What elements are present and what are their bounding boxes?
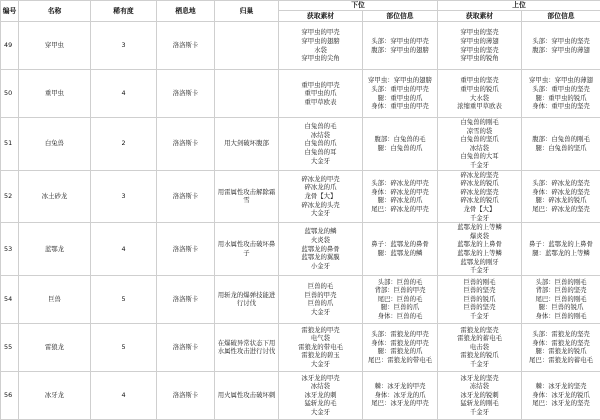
cell-name: 雷狼龙 xyxy=(19,323,91,371)
cell-high-materials xyxy=(438,22,522,70)
cell-no: 56 xyxy=(1,371,19,419)
cell-high-materials xyxy=(438,275,522,323)
cell-low-materials xyxy=(279,371,363,419)
cell-line: 重甲虫的爪 xyxy=(279,89,362,98)
cell-returns xyxy=(215,22,279,70)
cell-line: 头部：碎冰龙的甲壳 xyxy=(363,179,437,188)
header-habitat: 栖息地 xyxy=(157,1,215,22)
cell-line: 尾巴：巨兽的刚毛 xyxy=(522,295,600,304)
cell-line: 腿：蓝鄂龙的鳞 xyxy=(363,249,437,258)
header-no: 编号 xyxy=(1,1,19,22)
cell-line: 背部：巨兽的甲壳 xyxy=(363,286,437,295)
cell-line: 冰牙龙的锐刺 xyxy=(438,391,521,400)
cell-line: 身体：重甲虫的坚壳 xyxy=(522,102,600,111)
cell-line: 千金牙 xyxy=(438,360,521,369)
cell-line: 穿甲虫：穿甲虫的翅膀 xyxy=(363,76,437,85)
cell-line: 白兔兽的坚爪 xyxy=(438,135,521,144)
cell-line: 雷狼龙的坚壳 xyxy=(438,326,521,335)
cell-line: 腿：碎冰龙的锐爪 xyxy=(522,196,600,205)
table-row xyxy=(1,70,600,118)
cell-returns: 用雷属性攻击解除霜雪 xyxy=(215,170,279,223)
cell-line: 猛斩龙的毛 xyxy=(279,399,362,408)
cell-line: 冻结袋 xyxy=(438,382,521,391)
cell-line: 腹部：穿甲虫的翅膀 xyxy=(363,46,437,55)
cell-line: 电击袋 xyxy=(438,343,521,352)
cell-line: 千金牙 xyxy=(438,408,521,417)
cell-line: 尾巴：冰牙龙的甲壳 xyxy=(363,399,437,408)
cell-line: 身体：巨兽的刚毛 xyxy=(522,312,600,321)
cell-line: 腹部：白兔兽的毛 xyxy=(363,135,437,144)
cell-line: 身体：碎冰龙的甲壳 xyxy=(363,188,437,197)
cell-line: 碎冰龙的坚壳 xyxy=(438,188,521,197)
cell-line: 腿：蓝鄂龙的上等鳞 xyxy=(522,249,600,258)
cell-rarity: 4 xyxy=(91,371,157,419)
cell-line: 巨兽的坚壳 xyxy=(438,286,521,295)
cell-line: 身体：冰牙龙的锐爪 xyxy=(522,391,600,400)
cell-low-parts xyxy=(363,170,438,223)
cell-line: 巨兽的刚毛 xyxy=(438,278,521,287)
cell-line: 腿：巨兽的爪 xyxy=(363,303,437,312)
cell-line: 巨兽的毛 xyxy=(279,282,362,291)
cell-rarity: 3 xyxy=(91,170,157,223)
cell-returns: 在爆破异常状态下用水属性攻击进行讨伐 xyxy=(215,323,279,371)
cell-high-materials xyxy=(438,371,522,419)
cell-line: 电气袋 xyxy=(279,334,362,343)
cell-line: 冰结袋 xyxy=(279,382,362,391)
cell-name: 巨兽 xyxy=(19,275,91,323)
header-high-parts: 部位信息 xyxy=(522,11,600,22)
cell-low-parts xyxy=(363,223,438,276)
cell-returns: 用火属性攻击破坏刺 xyxy=(215,371,279,419)
cell-line: 穿甲虫的薄翅 xyxy=(438,37,521,46)
cell-line: 小金牙 xyxy=(279,262,362,271)
cell-line: 头部：重甲虫的坚壳 xyxy=(522,85,600,94)
cell-habitat: 洛洛斯卡 xyxy=(157,170,215,223)
cell-line: 腿：重甲虫的锐爪 xyxy=(522,94,600,103)
cell-high-materials xyxy=(438,323,522,371)
cell-line: 千金牙 xyxy=(438,214,521,223)
cell-line: 头部：重甲虫的甲壳 xyxy=(363,85,437,94)
cell-line: 冰结袋 xyxy=(438,144,521,153)
cell-line: 千金牙 xyxy=(438,161,521,170)
cell-line: 棘：冰牙龙的甲壳 xyxy=(363,382,437,391)
cell-line: 身体：巨兽的毛 xyxy=(363,312,437,321)
cell-line: 蓝鄂龙的上等鳞 xyxy=(438,223,521,232)
cell-line: 大金牙 xyxy=(279,360,362,369)
cell-line: 尾巴：雷狼龙的蓄电毛 xyxy=(522,356,600,365)
cell-line: 尾巴：巨兽的毛 xyxy=(363,295,437,304)
cell-line: 大金牙 xyxy=(279,209,362,218)
cell-line: 穿甲虫的锐角 xyxy=(438,54,521,63)
header-low-rank: 下位 xyxy=(279,1,438,11)
cell-line: 腿：白兔兽的坚爪 xyxy=(522,144,600,153)
cell-high-parts xyxy=(522,275,600,323)
cell-habitat: 洛洛斯卡 xyxy=(157,275,215,323)
header-rarity: 稀有度 xyxy=(91,1,157,22)
cell-line: 千金牙 xyxy=(438,266,521,275)
cell-line: 冰牙龙的刺 xyxy=(279,391,362,400)
cell-no: 49 xyxy=(1,22,19,70)
table-row xyxy=(1,118,600,171)
cell-line: 碎冰龙的锐爪 xyxy=(438,179,521,188)
cell-low-materials xyxy=(279,70,363,118)
cell-line: 身体：雷狼龙的甲壳 xyxy=(363,339,437,348)
cell-line: 背部：巨兽的坚壳 xyxy=(522,286,600,295)
header-low-materials: 获取素材 xyxy=(279,11,363,22)
cell-line: 蓝鄂龙的鼻骨 xyxy=(279,245,362,254)
cell-line: 白兔兽的毛 xyxy=(279,122,362,131)
cell-line: 猛斩龙的刚毛 xyxy=(438,399,521,408)
cell-line: 千金牙 xyxy=(438,312,521,321)
cell-line: 腹部：穿甲虫的薄翅 xyxy=(522,46,600,55)
cell-line: 穿甲虫的坚壳 xyxy=(438,46,521,55)
cell-no: 50 xyxy=(1,70,19,118)
cell-rarity: 4 xyxy=(91,223,157,276)
cell-line: 尾巴：碎冰龙的甲壳 xyxy=(363,205,437,214)
cell-low-materials xyxy=(279,118,363,171)
cell-high-materials xyxy=(438,118,522,171)
cell-line: 身体：冰牙龙的爪 xyxy=(363,391,437,400)
cell-line: 雷狼龙的蓄电毛 xyxy=(438,334,521,343)
cell-line: 巨兽的爪 xyxy=(279,299,362,308)
cell-high-parts xyxy=(522,170,600,223)
cell-line: 火炎袋 xyxy=(279,236,362,245)
cell-line: 重甲虫的锐爪 xyxy=(438,85,521,94)
cell-habitat: 洛洛斯卡 xyxy=(157,70,215,118)
cell-low-materials xyxy=(279,22,363,70)
cell-line: 蓝鄂龙的翼膜 xyxy=(279,253,362,262)
cell-line: 碎冰龙的爪 xyxy=(279,183,362,192)
cell-line: 大金牙 xyxy=(279,408,362,417)
cell-line: 重甲虫的甲壳 xyxy=(279,81,362,90)
cell-no: 52 xyxy=(1,170,19,223)
cell-high-parts xyxy=(522,70,600,118)
cell-high-materials xyxy=(438,70,522,118)
cell-line: 穿甲虫：穿甲虫的薄翅 xyxy=(522,76,600,85)
cell-line: 冰牙龙的坚壳 xyxy=(438,374,521,383)
cell-high-parts xyxy=(522,223,600,276)
cell-low-parts xyxy=(363,371,438,419)
cell-line: 头部：碎冰龙的坚壳 xyxy=(522,179,600,188)
cell-line: 大金牙 xyxy=(279,308,362,317)
cell-name: 穿甲虫 xyxy=(19,22,91,70)
header-high-rank: 上位 xyxy=(438,1,600,11)
cell-name: 冰土砂龙 xyxy=(19,170,91,223)
cell-line: 头部：巨兽的刚毛 xyxy=(522,278,600,287)
cell-line: 腿：巨兽的锐爪 xyxy=(522,303,600,312)
cell-high-parts xyxy=(522,22,600,70)
cell-line: 冰牙龙的甲壳 xyxy=(279,374,362,383)
cell-habitat: 洛洛斯卡 xyxy=(157,22,215,70)
cell-line: 头部：穿甲虫的甲壳 xyxy=(363,37,437,46)
cell-rarity: 5 xyxy=(91,323,157,371)
cell-no: 54 xyxy=(1,275,19,323)
cell-returns xyxy=(215,70,279,118)
cell-line: 头部：巨兽的毛 xyxy=(363,278,437,287)
cell-low-materials xyxy=(279,275,363,323)
cell-line: 蓝鄂龙的刚牙 xyxy=(438,258,521,267)
cell-line: 腿：白兔兽的爪 xyxy=(363,144,437,153)
cell-rarity: 5 xyxy=(91,275,157,323)
cell-habitat: 洛洛斯卡 xyxy=(157,323,215,371)
cell-returns: 用大剑破坏腹部 xyxy=(215,118,279,171)
cell-low-parts xyxy=(363,70,438,118)
cell-line: 头部：雷狼龙的甲壳 xyxy=(363,330,437,339)
table-row xyxy=(1,275,600,323)
cell-line: 浓缩重甲草欧表 xyxy=(438,102,521,111)
cell-line: 雷狼龙的带电毛 xyxy=(279,343,362,352)
cell-habitat: 洛洛斯卡 xyxy=(157,371,215,419)
cell-name: 蓝鄂龙 xyxy=(19,223,91,276)
cell-line: 凉雪的袋 xyxy=(438,127,521,136)
cell-line: 龙骨【大】 xyxy=(438,205,521,214)
cell-low-materials xyxy=(279,170,363,223)
cell-line: 鼻子：蓝鄂龙的鼻骨 xyxy=(363,240,437,249)
cell-low-parts xyxy=(363,323,438,371)
cell-line: 腿：雷狼龙的爪 xyxy=(363,347,437,356)
cell-line: 身体：雷狼龙的坚壳 xyxy=(522,339,600,348)
table-row xyxy=(1,223,600,276)
cell-no: 53 xyxy=(1,223,19,276)
cell-line: 蓝鄂龙的鳞 xyxy=(279,227,362,236)
cell-line: 雷狼龙的碧玉 xyxy=(279,351,362,360)
cell-line: 巨兽的锐爪 xyxy=(438,295,521,304)
cell-line: 冰结袋 xyxy=(279,131,362,140)
cell-line: 大水袋 xyxy=(438,94,521,103)
cell-high-parts xyxy=(522,323,600,371)
cell-line: 蓝鄂龙的上鼻骨 xyxy=(438,240,521,249)
cell-line: 腿：碎冰龙的爪 xyxy=(363,196,437,205)
cell-high-parts xyxy=(522,118,600,171)
cell-returns: 用斩龙的爆弹技能进行讨伐 xyxy=(215,275,279,323)
table-row xyxy=(1,170,600,223)
cell-rarity: 3 xyxy=(91,22,157,70)
cell-line: 雷狼龙的甲壳 xyxy=(279,326,362,335)
cell-low-parts xyxy=(363,118,438,171)
cell-line: 穿甲虫的尖角 xyxy=(279,54,362,63)
cell-low-parts xyxy=(363,22,438,70)
cell-line: 身体：碎冰龙的坚壳 xyxy=(522,188,600,197)
cell-line: 腹部：白兔兽的刚毛 xyxy=(522,135,600,144)
cell-no: 51 xyxy=(1,118,19,171)
cell-line: 尾巴：碎冰龙的坚壳 xyxy=(522,205,600,214)
cell-line: 穿甲虫的甲壳 xyxy=(279,28,362,37)
table-row xyxy=(1,371,600,419)
cell-line: 重甲草欧表 xyxy=(279,98,362,107)
header-low-parts: 部位信息 xyxy=(363,11,438,22)
cell-line: 大金牙 xyxy=(279,157,362,166)
cell-name: 冰牙龙 xyxy=(19,371,91,419)
cell-low-parts xyxy=(363,275,438,323)
cell-line: 尾巴：冰牙龙的坚壳 xyxy=(522,399,600,408)
cell-habitat: 洛洛斯卡 xyxy=(157,118,215,171)
cell-line: 身体：重甲虫的甲壳 xyxy=(363,102,437,111)
cell-line: 棘：冰牙龙的坚壳 xyxy=(522,382,600,391)
cell-high-materials xyxy=(438,223,522,276)
cell-line: 白兔兽的耳 xyxy=(279,148,362,157)
cell-line: 碎冰龙的头壳 xyxy=(279,201,362,210)
cell-line: 腿：重甲虫的爪 xyxy=(363,94,437,103)
header-high-materials: 获取素材 xyxy=(438,11,522,22)
cell-name: 重甲虫 xyxy=(19,70,91,118)
cell-rarity: 4 xyxy=(91,70,157,118)
cell-line: 碎冰龙的锐爪 xyxy=(438,196,521,205)
cell-no: 55 xyxy=(1,323,19,371)
cell-low-materials xyxy=(279,223,363,276)
cell-rarity: 2 xyxy=(91,118,157,171)
cell-line: 爆炎袋 xyxy=(438,232,521,241)
cell-low-materials xyxy=(279,323,363,371)
cell-line: 碎冰龙的坚壳 xyxy=(438,171,521,180)
cell-line: 雷狼龙的锐爪 xyxy=(438,351,521,360)
cell-line: 龙骨【大】 xyxy=(279,192,362,201)
cell-habitat: 洛洛斯卡 xyxy=(157,223,215,276)
cell-line: 巨兽的坚壳 xyxy=(438,303,521,312)
table-row xyxy=(1,22,600,70)
cell-line: 巨兽的甲壳 xyxy=(279,291,362,300)
cell-line: 腿：雷狼龙的锐爪 xyxy=(522,347,600,356)
cell-name: 白兔兽 xyxy=(19,118,91,171)
cell-line: 碎冰龙的甲壳 xyxy=(279,175,362,184)
cell-line: 水袋 xyxy=(279,46,362,55)
cell-line: 头部：雷狼龙的坚壳 xyxy=(522,330,600,339)
cell-line: 尾巴：雷狼龙的带电毛 xyxy=(363,356,437,365)
cell-line: 鼻子：蓝鄂龙的上鼻骨 xyxy=(522,240,600,249)
cell-line: 白兔兽的爪 xyxy=(279,139,362,148)
cell-line: 穿甲虫的翅膀 xyxy=(279,37,362,46)
table-row xyxy=(1,323,600,371)
cell-line: 蓝鄂龙的上等鳞 xyxy=(438,249,521,258)
cell-line: 重甲虫的坚壳 xyxy=(438,76,521,85)
header-name: 名称 xyxy=(19,1,91,22)
cell-line: 头部：穿甲虫的坚壳 xyxy=(522,37,600,46)
cell-line: 白兔兽的刚毛 xyxy=(438,118,521,127)
cell-returns: 用水属性攻击破坏鼻子 xyxy=(215,223,279,276)
cell-line: 白兔兽的大耳 xyxy=(438,152,521,161)
cell-high-parts xyxy=(522,371,600,419)
cell-high-materials xyxy=(438,170,522,223)
cell-line: 穿甲虫的坚壳 xyxy=(438,28,521,37)
header-returns: 归巢 xyxy=(215,1,279,22)
